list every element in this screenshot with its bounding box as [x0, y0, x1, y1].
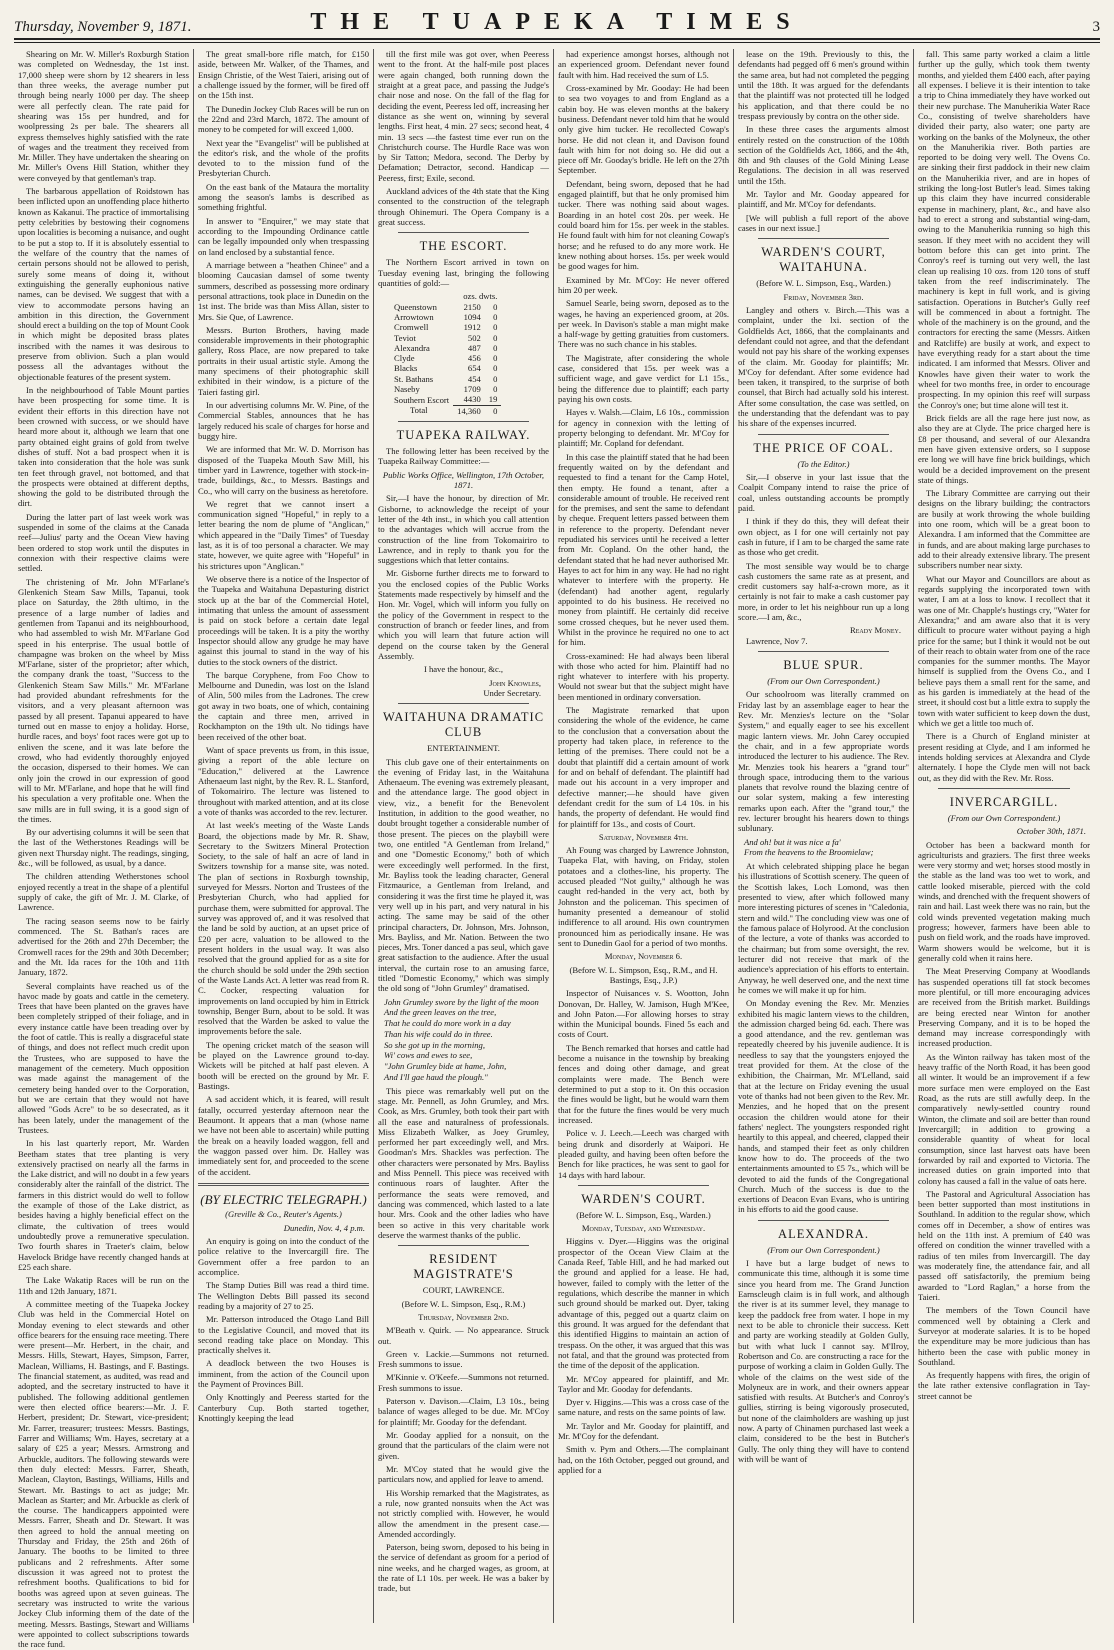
railway-heading: TUAPEKA RAILWAY. — [396, 428, 531, 442]
monday-date: Monday, November 6. — [604, 951, 683, 962]
article-paragraph: The Magistrate, after considering the whole case, considered that 15s. per week was a sufficient wage, and gave verdict for L1 15s., being the difference due to plaintiff; each party paying his own costs. — [558, 352, 729, 404]
article-paragraph: The children attending Wetherstones school enjoyed recently a treat in the shape of a plentiful supply of cake, the gift of Mr. J. M. Clarke, of Lawrence. — [18, 871, 189, 913]
escort-place: Southern Escort — [394, 394, 450, 405]
article-paragraph: A sad accident which, it is feared, will result fatally, occurred yesterday afternoon near the Beaumont. It appears that a man (whose name we have not been able to ascertain) while putting the break on a heavily loaded waggon, fell and the waggon passed over him. Dr. Halley was immediately sent for, and proceeded to the scene of the accident. — [198, 1094, 369, 1177]
saturday-paras — [558, 845, 729, 948]
escort-place: Naseby — [394, 384, 420, 395]
article-paragraph: In this case the plaintiff stated that he had been frequently waited on by the defendant and requested to find a tenant for the Camp Hotel, then empty. He found a tenant, after a considerable amount of trouble. He received rent for the premises, and sent the same to defendant by cheque. Frequent letters passed between them in reference to the property. Defendant never repudiated his services until he received a letter from Mr. Copland. On the other hand, the defendant stated that he had never authorised Mr. Hayes to act for him in any way. He had no right whatever to interfere with the property. He (defendant) had another agent, regularly appointed to do his business. He received no money from plaintiff. He certainly did receive some crossed cheques, but he never used them. Whilst in the province he required no one to act for him. — [558, 451, 729, 648]
article-paragraph: Ah Foung was charged by Lawrence Johnston, Tuapeka Flat, with having, on Friday, stolen potatoes and a clothes-line, his property. The accused pleaded "Not guilty," although he was caught red-handed in the very act, both by Johnston and the policeman. This specimen of humanity presented a demeanour of stolid indifference to all around. His own countrymen pronounced him as periodically insane. He was sent to Dunedin Gaol for a period of two months. — [558, 845, 729, 948]
escort-oz: 2150 — [463, 301, 481, 312]
escort-place: Clyde — [394, 353, 415, 364]
escort-oz: 487 — [467, 342, 481, 353]
article-paragraph: M'Beath v. Quirk. — No appearance. Struck out. — [378, 1325, 549, 1346]
escort-rows — [390, 302, 501, 406]
article-paragraph: Green v. Lackie.—Summons not returned. Fresh summons to issue. — [378, 1348, 549, 1370]
article-paragraph: There is a Church of England minister at present residing at Clyde, and I am informed he intends holding services at Alexandra and Clyde alternately. I hope the Clyde men will not back out, as they did with the Rev. Mr. Ross. — [918, 731, 1090, 783]
escort-oz: 456 — [467, 353, 481, 364]
railway-signer: John Knowles, — [489, 677, 541, 688]
escort-dwt: 0 — [493, 332, 498, 343]
escort-row — [390, 312, 501, 322]
article-paragraph: fall. This same party worked a claim a little further up the gully, which took them twenty months, and yielded them £400 each, after paying all expenses. I believe it is their intention to take a trip to China immediately they have worked out their new purchase. The Manuherikia Water Race Co., consisting of twelve shareholders have divided their party, also water; one party are working on the banks of the Molyneux, the other on the Manuherikia river. Both parties are reported to be doing very well. The Ovens Co. are sinking their first paddock in their new claim on the Manuherikia river, and are in hopes of striking the long-lost Butler's lead. Simes taking up this claim they have incurred considerable expense in machinery, plant, &c., and have also had to erect a strong and substantial wing-dam, owing to the Manuherikia running so high this season. If they meet with no accident they will bottom before this can get into print. The Conroy's reef is turning out very well, the last clean up realising 10 ozs. from 120 tons of stuff taken from the reef indiscriminately. The machinery is kept in full work, and is giving satisfaction. Operations in Butcher's Gully reef will be commenced in about a fortnight. The whole of the machinery is on the ground, and the contractors for erecting the same (Messrs. Aitken and Ratcliffe) are busily at work, and expect to have everything ready for a start about the time indicated. I am informed that Messrs. Oliver and Knowles have given their water to work the wheel for two months free, in order to encourage prospecting. In my opinion this reef will surpass the Conroy's one; but time alone will test it. — [918, 49, 1090, 410]
dramatic-verse: John Grumley swore by the light of the moon And the green leaves on the tree, That he could do more work in a day Than his wife could do in three. So she got up in the morning, Wi' cows and ewes to see, "John Grumley bide at hame, John, And I'll gae haud the plough." — [384, 996, 539, 1082]
escort-place: Blacks — [394, 363, 418, 374]
escort-row — [390, 333, 501, 343]
article-paragraph: The Bench remarked that horses and cattle had become a nuisance in the township by breaking fences and doing other damage, and great complaints were made. The Bench were determined to put a stop to it. On this occasion the fines would be light, but he would warn them that for the future the fines would be very much increased. — [558, 1042, 729, 1125]
article-paragraph: Samuel Searle, being sworn, deposed as to the wages, he having an experienced groom, at 20s. per week. In Davison's stable a man might make a half-wage by getting gratuities from customers. There was no such chance in his stables. — [558, 298, 729, 350]
bluespur-verse: And oh! but it was nice a fa' From the heavens to the Broomielaw; — [744, 836, 874, 858]
article-paragraph: Police v. J. Leech.—Leech was charged with being drunk and disorderly at Waipori. He pleaded guilty, and having been often before the Bench for like practices, he was sent to gaol for 14 days with hard labour. — [558, 1128, 729, 1180]
article-paragraph: lease on the 19th. Previously to this, the defendants had pegged off 6 men's ground within the same area, but had not completed the pegging until the 18th. It was argued for the defendants that the plaintiff was not protected till he lodged his application, and that there could be no trespass previously by contra on the other side. — [738, 49, 909, 121]
escort-oz: 654 — [467, 363, 481, 374]
escort-oz: 1912 — [463, 322, 481, 333]
escort-total-dwt: 0 — [485, 405, 502, 416]
railway-body — [378, 493, 549, 661]
issue-date: Thursday, November 9, 1871. — [14, 19, 192, 35]
article-paragraph: The barbarous appellation of Roidstown has been inflicted upon an unoffending place hitherto known as Kakanui. The practice of immortalising petty celebrities by bestowing their cognomens upon localities is becoming a nuisance, and ought to be put a stop to. If it is absolutely essential to the welfare of the country that the names of certain persons should not be allowed to perish, surely some means of doing it, without extinguishing the generally euphonious native names, can be devised. We suggest that with a view to accommodate persons having an ambition in this direction, the Government should erect a building on the top of Mount Cook in which might be deposited brass plates inscribed with the names it was desirous to preserve from oblivion. Such a plan would possess all the advantages without the objectionable features of the present system. — [18, 186, 189, 382]
waitahuna-court-heading: WARDEN'S COURT, WAITAHUNA. — [761, 245, 886, 275]
wardens-court-heading: WARDEN'S COURT. — [581, 1191, 706, 1206]
article-paragraph: Sir,—I have the honour, by direction of Mr. Gisborne, to acknowledge the receipt of your letter of the 4th inst., in which you call attention to the advantages which will accrue from the construction of the line from Tokomairiro to Lawrence, and in reply to thank you for the suggestions which that letter contains. — [378, 493, 549, 566]
article-paragraph: Paterson, being sworn, deposed to his being in the service of defendant as groom for a period of nine weeks, and he charged wages, as groom, at the rate of L1 10s. per week. He was a baker by trade, but — [378, 1542, 549, 1594]
article-paragraph: The members of the Town Council have commenced well by obtaining a Clerk and Surveyor at moderate salaries. It is to be hoped the expenditure may be more judicious than has hitherto been the case with public money in Southland. — [918, 1305, 1090, 1367]
article-paragraph: A marriage between a "heathen Chinee" and a blooming Caucasian damsel of some twenty summers, described as possessing more ordinary personal attractions, took place in Dunedin on the 1st inst. The bride was than Miss Allan, sister to Mrs. Sie Que, of Lawrence. — [198, 259, 369, 322]
article-paragraph: In these three cases the arguments almost entirely rested on the construction of the 108th section of the Goldfields Act, 1866, and the 4th, 8th and 9th clauses of the Gold Mining Lease Regulations. The decision in all was reserved until the 15th. — [738, 124, 909, 186]
alexandra-heading: ALEXANDRA. — [778, 1226, 869, 1241]
article-paragraph: What our Mayor and Councillors are about as regards supplying the incorporated town with water, I am at a loss to know. I recollect that it was one of Mr. Chapple's hustings cry, "Water for Alexandra;" and am aware also that it is very difficult to procure water without paying a high price for the same; but I think it would not be out of their reach to obtain water from one of the race companies for the summer months. The Mayor himself is supplied from the Ovens Co., and I believe pays them a small rent for the same, and as his garden is immediately at the head of the street, it should cost but a little extra to supply the town with water sufficient to keep down the dust, which we get a little too much of. — [918, 573, 1090, 728]
article-paragraph: The Lake Wakatip Races will be run on the 11th and 12th January, 1871. — [18, 1275, 189, 1296]
railway-title: Under Secretary. — [483, 687, 541, 698]
rm-court-bench: (Before W. L. Simpson, Esq., R.M.) — [401, 1298, 526, 1309]
article-paragraph: A committee meeting of the Tuapeka Jockey Club was held in the Commercial Hotel on Monday evening to elect stewards and other office bearers for the ensuing race meeting. There were present—Mr. Herbert, in the chair, and Messrs. Hills, Stewart, Hayes, Simpson, Farrer, Maclean, Williams, H. Bastings, and F. Bastings. The financial statement, as audited, was read and adopted, and the secretary instructed to have it published. The following additional gentlemen were then elected office bearers:—Mr. J. F. Herbert, president; Dr. Stewart, vice-president; Mr. Farrer, treasurer; trustees: Messrs. Bastings, Farrer and Williams; Wm. Hayes, secretary at a salary of £25 a year; Messrs. Armstrong and Arbuckle, auditors. The following stewards were then duly elected: Messrs. Farrer, Sheath, Maclean, Clayton, Bastings, Williams, Hills and Stewart. Mr. Bastings to act as judge; Mr. Maclean as Starter; and Mr. Arbuckle as clerk of the course. The handicappers appointed were Messrs. Farrer, Sheath and Dr. Stewart. It was then agreed to hold the annual meeting on Thursday and Friday, the 25th and 26th of January. The booths to be limited to three publicans and 2 refreshments. After some discussion it was agreed not to protest the refreshment booths. Qualifications to bid for booths was agreed upon at seven guineas. The secretary was instructed to write the various Jockey Club informing them of the date of the meeting. Messrs. Bastings, Stewart and Williams were appointed to collect subscriptions towards the race fund. — [18, 1298, 189, 1650]
article-paragraph: By our advertising columns it will be seen that the last of the Wetherstones Readings will be given next Thursday night. The readings, singing, &c., will be followed, as usual, by a dance. — [18, 827, 189, 869]
column-2 — [194, 49, 374, 1623]
column-1 — [14, 49, 194, 1650]
article-paragraph: Cross-examined by Mr. Gooday: He had been to sea two voyages to and from England as a cabin boy. He was eleven months at the bakery business. Defendant never told him that he would only give him tucker. He recollected Cowap's horse. He did not clean it, and Davison found fault with him for not doing so. He did out a piece off Mr. Gooday's bridle. He left on the 27th September. — [558, 82, 729, 176]
article-paragraph: At last week's meeting of the Waste Lands Board, the objections made by Mr. R. Shaw, Secretary to the Switzers Mineral Protection Society, to the sale of half an acre of land in Switzers township for a manse site, was noted. The plan of sections in Roxburgh township, surveyed for Messrs. Norton and Trustees of the Presbyterian Church, who had applied for purchase them, were submitted for approval. The survey was approved of, and it was resolved that the land be sold by auction, at an upset price of £20 per acre, valuation to be allowed to the present holders in the usual way. It was also resolved that the ground applied for as a site for the church should be sold under the 29th section of the Waste Lands Act. A letter was read from R. C. Cocker, respecting valuation for improvements on land occupied by him in Ettrick township, Benger Burn, about to be sold. It was resolved that the Warden be asked to value the improvements before the sale. — [198, 820, 369, 1037]
bluespur-heading: BLUE SPUR. — [783, 658, 864, 672]
article-paragraph: Mr. Taylor and Mr. Gooday appeared for plaintiff, and Mr. M'Coy for defendants. — [738, 189, 909, 210]
article-paragraph: Dyer v. Higgins.—This was a cross case of the same nature, and rests on the same points of law. — [558, 1397, 729, 1418]
invercargill-heading: INVERCARGILL. — [949, 794, 1059, 809]
escort-oz: 502 — [467, 332, 481, 343]
escort-row — [390, 302, 501, 312]
newspaper-page — [14, 8, 1100, 1650]
escort-dwt: 19 — [488, 394, 498, 405]
escort-total-oz: 14,360 — [453, 405, 485, 416]
escort-dwt: 0 — [493, 342, 498, 353]
article-paragraph: This club gave one of their entertainments on the evening of Friday last, in the Waitahuna Athenaeum. The evening was extremely pleasant, and the attendance large. The good object in view, viz., a benefit for the Benevolent Institution, in addition to the good weather, no doubt brought together a considerable number of those present. The pieces on the playbill were two, one entitled "A Gentleman from Ireland," and one "Domestic Economy," both of which were exceedingly well performed. In the first, Mr. Bayliss took the leading character, General Fitzmaurice, a Gentleman from Ireland, and considering it was the first time he played it, was very well up in his part, and very natural in his acting. The same may be said of the other principal characters, Dr. Johnson, Mrs. Johnson, Mrs. Bayliss, and Mr. Nation. Between the two pieces, Mrs. Toner danced a pas seul, which gave great satisfaction to the audience. After the usual interval, the curtain rose to an amusing farce, titled "Domestic Economy," which was simply the old song of "John Grumley" dramatised. — [378, 756, 549, 994]
escort-row — [390, 384, 501, 394]
alexandra-continued — [918, 49, 1090, 783]
wardens-court-paras — [558, 1236, 729, 1475]
article-paragraph: In our advertising columns Mr. W. Pine, of the Commercial Stables, announces that he has largely reduced his scale of charges for horse and buggy hire. — [198, 400, 369, 441]
article-paragraph: Mr. M'Coy appeared for plaintiff, and Mr. Taylor and Mr. Gooday for defendants. — [558, 1373, 729, 1394]
article-paragraph: Mr. Gooday applied for a nonsuit, on the ground that the particulars of the claim were not given. — [378, 1430, 549, 1461]
article-paragraph: Cross-examined: He had always been liberal with those who acted for him. Plaintiff had no right whatever to interfere with his property. Would not swear but that the subject might have been mentioned in ordinary conversation. — [558, 650, 729, 702]
article-paragraph: Auckland advices of the 4th state that the King consented to the construction of the telegraph through Ohinemuri. The Opera Company is a great success. — [378, 186, 549, 227]
article-paragraph: I think if they do this, they will defeat their own object, as I for one will certainly not pay cash in future, if I am to be charged the same rate as those who get credit. — [738, 516, 909, 558]
article-paragraph: Sir,—I observe in your last issue that the Coalpit Company intend to raise the price of coal, unless outstanding accounts be promptly paid. — [738, 472, 909, 513]
escort-row — [390, 394, 501, 405]
rm-court-subheading: COURT, LAWRENCE. — [422, 1285, 505, 1296]
article-paragraph: The Library Committee are carrying out their designs on the library building; the contractors are busily at work throwing the whole building into one room, which will be a great boon to Alexandra. I am informed that the Committee are in funds, and are about making large purchases to add to their already extensive library. The present subscribers number near sixty. — [918, 488, 1090, 571]
article-paragraph: The great small-bore rifle match, for £150 aside, between Mr. Walker, of the Thames, and Ensign Christie, of the West Taieri, arising out of a challenge issued by the former, will be fired off on the 15th inst. — [198, 49, 369, 101]
article-paragraph: An enquiry is going on into the conduct of the police relative to the Invercargill fire. The Government offer a free pardon to an accomplice. — [198, 1236, 369, 1277]
escort-dwt: 0 — [493, 363, 498, 374]
article-paragraph: In his last quarterly report, Mr. Warden Beetham states that tree planting is very extensively practised on nearly all the farms in the Lake district, and will no doubt in a few years considerably alter the rainfall of the district. The farmers in this district would do well to follow the example of those of the Lake district, as besides having a highly beneficial effect on the climate, the cultivation of trees would undoubtedly prove a remunerative speculation. Two fourth shares in Traeter's claim, below Havelock Bridge have recently changed hands at £25 each share. — [18, 1138, 189, 1272]
article-paragraph: The Meat Preserving Company at Woodlands has suspended operations till fat stock becomes more plentiful, or till more encouraging advices are received from the British market. Buildings are being erected near Winton for another Preserving Company, and it is to be hoped the demand may increase correspondingly with increased production. — [918, 966, 1090, 1049]
escort-oz: 1094 — [463, 311, 481, 322]
article-paragraph: The Pastoral and Agricultural Association has been better supported than most institutions in Southland. In addition to the regular show, which comes off in December, a show of entires was held on the 11th inst. A premium of £40 was offered on condition the winner travelled with a radius of ten miles from Invercargill. The day was moderately fine, the attendance fair, and all passed off satisfactorily, the premium being awarded to "Lord Raglan," a horse from the Taieri. — [918, 1188, 1090, 1302]
escort-row — [390, 374, 501, 384]
article-paragraph: Paterson v. Davison.—Claim, L3 10s., being balance of wages alleged to be due. Mr. M'Coy for plaintiff; Mr. Gooday for the defendant. — [378, 1396, 549, 1427]
article-paragraph: We are informed that Mr. W. D. Morrison has disposed of the Tuapeka Mouth Saw Mill, his timber yard in Lawrence, together with stock-in-trade, buildings, &c., to Messrs. Bastings and Co., who will carry on the business as heretofore. — [198, 444, 369, 496]
wardens-court-continued — [738, 49, 909, 233]
telegraph-credit: (Greville & Co., Reuter's Agents.) — [225, 1209, 342, 1220]
article-paragraph: [We will publish a full report of the above cases in our next issue.] — [738, 212, 909, 233]
alexandra-from: (From our Own Correspondent.) — [767, 1244, 880, 1255]
escort-row — [390, 353, 501, 363]
article-paragraph: Inspector of Nuisances v. S. Wootton, John Donovan, Dr. Halley, W. Jamison, Hugh M'Kee, and John Paton.—For allowing horses to stray within the Municipal bounds. Fined 5s each and costs of Court. — [558, 988, 729, 1040]
coal-paras — [738, 472, 909, 622]
railway-intro: The following letter has been received by the Tuapeka Railway Committee:— — [378, 446, 549, 467]
waitahuna-court-paras — [738, 305, 909, 429]
article-paragraph: The Stamp Duties Bill was read a third time. The Wellington Debts Bill passed its second reading by a majority of 27 to 25. — [198, 1280, 369, 1311]
monday-bench: (Before W. L. Simpson, Esq., R.M., and H. Bastings, Esq., J.P.) — [569, 964, 718, 985]
article-paragraph: The christening of Mr. John M'Farlane's Glenkenich Steam Saw Mills, Tapanui, took place on Saturday, the 28th ultimo, in the presence of a large number of ladies and gentlemen from Tapanui and its neighbourhood, who had assembled to wish Mr. M'Farlane God speed in his enterprise. The usual bottle of champagne was broken on the wheel by Miss M'Farlane, sister of the proprietor; after which, the company drank the toast, "Success to the Glenkenich Steam Saw Mills." Mr. M'Farlane had provided abundant refreshments for the visitors, and a very pleasant afternoon was passed by all present. Tapanui appeared to have turned out en masse to enjoy a holiday. Horse, hurdle races, and boys' foot races were got up to enliven the scene, and it was late before the crowd, who had evidently thoroughly enjoyed the occasion, dispersed to their homes. We can only join the crowd in our expression of good will to Mr. M'Farlane, and hope that he will find his speculation a very profitable one. When the saw mills are in full swing, it is a good sign of the times. — [18, 576, 189, 824]
article-paragraph: Brick fields are all the rage here just now, as also they are at Clyde. The price charged here is £8 per thousand, and several of our Alexandra men have given extensive orders, so I suppose ere long we will have fine brick buildings, which would be a decided improvement on the present state of things. — [918, 412, 1090, 485]
escort-total-label: Total — [410, 405, 428, 416]
article-paragraph: Mr. Taylor and Mr. Gooday for plaintiff, and Mr. M'Coy for the defendant. — [558, 1420, 729, 1442]
article-paragraph: Only Knottingly and Peeress started for the Canterbury Cup. Both started together, Knottingly keeping the lead — [198, 1392, 369, 1424]
waitahuna-court-date: Friday, November 3rd. — [783, 291, 864, 302]
article-paragraph: During the latter part of last week work was suspended in some of the claims at the Canada reef—Julius' party and the Ocean View having been ordered to stop work until the disputes in connexion with their respective claims were settled. — [18, 511, 189, 574]
article-paragraph: The Magistrate remarked that upon considering the whole of the evidence, he came to the conclusion that a conversation about the property had taken place, in reference to the letting of the premises. There could not be a doubt that plaintiff did a certain amount of work for and on behalf of defendant. The plaintiff had made out his account in a very improper and defective manner;—he should have given defendant credit for the sum of L4 10s. in his hands, the property of defendant. He would find for plaintiff for 13s., and costs of Court. — [558, 705, 729, 829]
wardens-court-date: Monday, Tuesday, and Wednesday. — [581, 1223, 706, 1234]
telegraph-dateline: Dunedin, Nov. 4, 4 p.m. — [283, 1222, 365, 1233]
article-paragraph: As the Winton railway has taken most of the heavy traffic of the North Road, it has been good all winter. It would be an improvement if a few more surface men were employed on the East Road, as the ruts are still awfully deep. In the comparatively newly-settled country round Winton, the climate and soil are better than round Invercargill; in addition to growing a considerable quantity of wheat for local consumption, since last harvest oats have been forwarded by rail and exported to Victoria. The increased duties on grain imported into that colony has caused a fall in the value of oats here. — [918, 1051, 1090, 1186]
bluespur-from: (From our Own Correspondent.) — [767, 676, 880, 686]
article-paragraph: M'Kinnie v. O'Keefe.—Summons not returned. Fresh summons to issue. — [378, 1372, 549, 1393]
escort-oz: 4430 — [463, 394, 481, 405]
article-paragraph: A deadlock between the two Houses is imminent, from the action of the Council upon the Payment of Provinces Bill. — [198, 1358, 369, 1390]
article-paragraph: Higgins v. Dyer.—Higgins was the original prospector of the Ocean View Claim at the Canada Reef, Table Hill, and he had marked out the ground and applied for a lease. He had, however, failed to comply with the letter of the regulations, which describe the manner in which such ground should be marked out. Dyer, taking advantage of this, pegged out a quartz claim on this ground. It was argued for the defendant that this identified Higgins to maintain an action of trespass. On the other, it was argued that this was not fatal, and that the ground was protected from the time of the deposit of the application. — [558, 1236, 729, 1371]
article-paragraph: Shearing on Mr. W. Miller's Roxburgh Station was completed on Wednesday, the 1st inst. 17,000 sheep were shorn by 12 shearers in less than three weeks, the average number put through being nearly 1000 per day. The sheep were all perfectly clean. The rate paid for shearing was 15s per hundred, and for woolpressing 2s per bale. The shearers all express themselves highly satisfied with the rate of wages and the treatment they received from Mr. Miller. They have undertaken the shearing on Mr. Miller's Ovens Hill Station, whither they were conveyed by that gentleman's trap. — [18, 49, 189, 183]
article-paragraph: In answer to "Enquirer," we may state that according to the Impounding Ordinance cattle can be legally impounded only when trespassing on land enclosed by a substantial fence. — [198, 215, 369, 257]
article-paragraph: The most sensible way would be to charge cash customers the same rate as at present, and credit customers say half-a-crown more, as it certainly is not fair to make a cash customer pay more, in order to let his neighbour run up a long score.—I am, &c., — [738, 560, 909, 623]
column-6 — [914, 49, 1094, 1623]
escort-row — [390, 322, 501, 332]
dramatic-paras-2 — [378, 1086, 549, 1241]
article-paragraph: Mr. Gisborne further directs me to forward to you the enclosed copies of the Public Works Statements made respectively by himself and the Hon. Mr. Vogel, which will inform you fully on the policy of the Government in respect to the construction of branch or feeder lines, and from which you will learn that future action will depend on the course taken by the General Assembly. — [378, 568, 549, 661]
article-paragraph: Mr. M'Coy stated that he would give the particulars now, and applied for leave to amend. — [378, 1463, 549, 1485]
invercargill-dateline: October 30th, 1871. — [1016, 826, 1086, 837]
escort-unit-header: ozs. dwts. — [463, 291, 498, 302]
article-paragraph: Defendant, being sworn, deposed that he had engaged plaintiff, but that he only promised him tucker. There was nothing said about wages. Boarding in an hotel cost 20s. per week. He could board him for 15s. per week in the stables. He found fault with him for not cleaning Cowap's horse; and he refused to do any more work. He knew nothing about horses. 15s. per week would be good wages for him. — [558, 178, 730, 272]
article-paragraph: Messrs. Burton Brothers, having made considerable improvements in their photographic gallery, Ross Place, are now prepared to take portraits in their usual artistic style. Among the many specimens of their photographic skill exhibited in their window, is a picture of the Taieri fasting girl. — [198, 324, 369, 397]
article-paragraph: We observe there is a notice of the Inspector of the Tuapeka and Waitahuna Depasturing district stock up at the bar of the Commercial Hotel, intimating that unless the amount of assessment is paid on stock before a certain date legal proceedings will be taken. It is a pity the worthy Inspector should allow any grudge he may have against this journal to stand in the way of his duties to the stock owners of the district. — [198, 574, 369, 667]
escort-place: Arrowtown — [394, 311, 434, 322]
article-paragraph: Examined by Mr. M'Coy: He never offered him 20 per week. — [558, 274, 729, 295]
article-paragraph: On Monday evening the Rev. Mr. Menzies exhibited his magic lantern views to the children, the admission charged being 6d. each. There was a good attendance, and the rev. gentleman was repeatedly cheered by his juvenile audience. It is needless to say that the youngsters enjoyed the treat provided for them. At the close of the exhibition, the Chairman, Mr. M'Lelland, said that at the lecture on Friday evening the usual vote of thanks had not been given to the Rev. Mr. Menzies, and he hoped that on the present occasion the children would atone for their fathers' neglect. The youngsters responded right heartily to this appeal, and cheered, clapped their hands, and stamped their feet as only children know how to do. The proceeds of the two entertainments amounted to £5 7s., which will be devoted to aid the funds of the Congregational Church. Much of the success is due to the exertions of Deacon Evan Evans, who is untiring in his efforts to aid the good cause. — [738, 998, 909, 1215]
escort-dwt: 0 — [493, 322, 498, 333]
article-paragraph: His Worship remarked that the Magistrates, as a rule, now granted nonsuits when the Act was not strictly complied with. However, he would allow the amendment in the present case.—Amended accordingly. — [378, 1487, 549, 1539]
rm-court-date: Thursday, November 2nd. — [418, 1311, 509, 1322]
escort-dwt: 0 — [493, 373, 498, 384]
escort-place: Teviot — [394, 332, 416, 343]
alexandra-paras — [738, 1258, 909, 1464]
article-paragraph: The Dunedin Jockey Club Races will be run on the 22nd and 23rd March, 1872. The amount of money to be competed for will exceed 1,000. — [198, 103, 369, 135]
column-3 — [374, 49, 554, 1623]
escort-dwt: 0 — [493, 384, 498, 395]
article-paragraph: As frequently happens with fires, the origin of the late rather extensive conflagration in Tay-street cannot be — [918, 1370, 1090, 1401]
article-paragraph: The racing season seems now to be fairly commenced. The St. Bathan's races are advertised for the 26th and 27th December; the Cromwell races for the 29th and 30th December; and the Mt. Ida races for the 10th and 11th January, 1872. — [18, 915, 189, 978]
escort-row — [390, 363, 501, 373]
saturday-date: Saturday, November 4th. — [598, 831, 689, 842]
article-paragraph: I have but a large budget of news to communicate this time, although it is some time since you heard from me. The Grand Junction Earnscleugh claim is in full work, and although the river is at its summer level, they manage to keep the paddock free from water. I hope in my next to be able to chronicle their success. Kett and party are working steadily at Golden Gully, but with what luck I cannot say. M'Ilroy, Robertson and Co. are constructing a race for the purpose of working a claim in Golden Gully. The whole of the claims on the west side of the Molyneux are in work, and their owners appear satisfied with results. At Butcher's and Conroy's gullies, stirring is being vigorously prosecuted, but none of the claimholders are washing up just now. A party of Chinamen purchased last week a claim, considered to be the best in Butcher's Gully. The only thing they will have to contend with will be want of — [738, 1258, 909, 1465]
article-paragraph: had experience amongst horses, although not an experienced groom. Defendant never found fault with him. Had received the sum of L5. — [558, 49, 729, 80]
dramatic-heading: WAITAHUNA DRAMATIC CLUB — [382, 710, 545, 740]
escort-place: Alexandra — [394, 342, 430, 353]
escort-intro: The Northern Escort arrived in town on Tuesday evening last, bringing the following quantities of gold:— — [378, 257, 549, 288]
article-paragraph: Next year the "Evangelist" will be published at the editor's risk, and the whole of the profits devoted to to the mission fund of the Presbyterian Church. — [198, 137, 369, 179]
masthead — [14, 8, 1100, 40]
article-paragraph: Mr. Patterson introduced the Otago Land Bill to the Legislative Council, and moved that its second reading take place on Monday. This practically shelves it. — [198, 1314, 369, 1356]
railway-closing: I have the honour, &c., — [423, 664, 504, 675]
article-paragraph: The barque Coryphene, from Foo Chow to Melbourne and Dunedin, was lost on the Island of Alin, 500 miles from the Ladrones. The crew got away in two boats, one of which, containing the captain and three men, arrived in Rockhampton on the 19th ult. No tidings have been received of the other boat. — [198, 669, 369, 742]
article-paragraph: Several complaints have reached us of the havoc made by goats and cattle in the cemetery. Trees that have been planted on the graves have been completely stripped of their foliage, and in every instance cattle have been treading over by the foot of cattle. This is really a disgraceful state of things, and does not reflect much credit upon the Trustees, who are supposed to have the management of the cemetery. Much opposition was made against the management of the cemetery being handed over to the Corporation, but we are certain that they would not have allowed "Gods Acre" to be so desecrated, as it has been lately, under the management of the Trustees. — [18, 980, 189, 1135]
escort-total-row — [390, 405, 501, 416]
article-paragraph: Our schoolroom was literally crammed on Friday last by an assemblage eager to hear the Rev. Mr. Menzies's lecture on the "Solar System," and equally eager to see his excellent magic lantern views. Mr. John Carey occupied the chair, and in a few appropriate words introduced the lecturer to his audience. The Rev. Mr. Menzies took his hearers a "grand tour" through space, introducing them to the various planets that revolve round the blazing centre of our solar system, making a few interesting remarks upon each. After the "grand tour," the rev. lecturer brought his hearers down to things sublunary. — [738, 689, 909, 834]
waitahuna-court-bench: (Before W. L. Simpson, Esq., Warden.) — [756, 278, 891, 289]
column-4 — [554, 49, 734, 1623]
invercargill-paras — [918, 840, 1090, 1402]
article-paragraph: We regret that we cannot insert a communication signed "Hopeful," in reply to a letter bearing the nom de plume of "Anglican," which appeared in the "Daily Times" of Tuesday last, as it is of too personal a character. We may state, however, we quite agree with "Hopeful" in his strictures upon "Anglican." — [198, 498, 369, 571]
escort-oz: 454 — [467, 373, 481, 384]
escort-dwt: 0 — [493, 311, 498, 322]
article-paragraph: This piece was remarkably well put on the stage. Mr. Pennell, as John Grumley, and Mrs. Cook, as Mrs. Grumley, both took their part with all the ease and naturalness of professionals. Miss Elizabeth Walker, as Joey Grumley, performed her part exceedingly well, and Mrs. Goodman's Mrs. Shackles was perfection. The other characters were personated by Mrs. Bayliss and Miss Pennell. This piece was received with continuous roars of laughter. After the performance the seats were removed, and dancing was commenced, which lasted to a late hour. Mrs. Cook and the other ladies who have been so active in this very charitable work deserve the warmest thanks of the public. — [378, 1085, 549, 1240]
escort-dwt: 0 — [493, 353, 498, 364]
article-paragraph: On the east bank of the Mataura the mortality among the season's lambs is described as something frightful. — [198, 181, 369, 213]
newspaper-title: THE TUAPEKA TIMES — [310, 9, 804, 35]
invercargill-from: (From our Own Correspondent.) — [947, 812, 1061, 823]
rm-court-paras — [378, 1325, 549, 1594]
article-paragraph: till the first mile was got over, when Peeress went to the front. At the half-mile post places were again changed, both running down the straight at a great pace, and passing the Judge's chair nose and nose. On the fall of the flag for deciding the event, Peeress led off, increasing her distance as she went on, winning by several lengths. First heat, 4 min. 27 secs; second heat, 4 min. 13 secs —the fastest time ever run on the Christchurch course. The Hurdle Race was won by Sir Tatton; Medora, second. The Derby by Defamation; Detractor, second. Handicap — Peeress, first; Exile, second. — [378, 49, 549, 183]
coal-to-editor: (To the Editor.) — [797, 458, 850, 469]
article-paragraph: Want of space prevents us from, in this issue, giving a report of the able lecture on "Education," delivered at the Lawrence Athenaeum last night, by the Rev. R. L. Stanford, of Tokomairiro. The lecture was listened to throughout with marked attention, and at its close a vote of thanks was accorded to the rev. lecturer. — [198, 745, 369, 817]
coal-heading: THE PRICE OF COAL. — [753, 440, 894, 455]
page-number: 3 — [1092, 19, 1100, 35]
article-paragraph: The opening cricket match of the season will be played on the Lawrence ground to-day. Wickets will be pitched at half past eleven. A booth will be erected on the ground by Mr. F. Bastings. — [198, 1039, 369, 1091]
bluespur-paras-2 — [738, 861, 909, 1215]
article-paragraph: In the neighbourhood of Table Mount parties have been prospecting for some time. It is evident their efforts in this direction have not been crowned with success, or we should have heard more about it, although we learn that one party obtained eight grains of gold from twelve dishes of stuff. Not a bad prospect when it is taken into consideration that the hole was sunk ten feet through gravel, not bottomed, and that the prospects were obtained at different depths, showing the gold to be distributed through the dirt. — [18, 385, 189, 509]
escort-place: Queenstown — [394, 301, 437, 312]
escort-dwt: 0 — [493, 301, 498, 312]
local-news-2 — [198, 49, 369, 1177]
railway-address: Public Works Office, Wellington, 17th October, 1871. — [382, 469, 545, 490]
wardens-court-bench: (Before W. L. Simpson, Esq., Warden.) — [576, 1209, 711, 1220]
monday-paras — [558, 988, 729, 1180]
rm-court-continued — [558, 49, 729, 829]
article-paragraph: October has been a backward month for agriculturists and graziers. The first three weeks were very stormy and wet; horses stood mostly in the stable as the land was too wet to work, and cattle looked miserable, pierced with the cold winds, and drenched with the frequent showers of rain and hail. Last week there was no rain, but the cold winds prevented vegetation making much progress; however, farmers have been able to push on field work, and the roads have improved. Warm showers would be welcome, but it is generally cold when it rains here. — [918, 839, 1090, 963]
article-paragraph: Smith v. Pym and Others.—The complainant had, on the 16th October, pegged out ground, and applied for a — [558, 1444, 729, 1475]
escort-place: Cromwell — [394, 322, 429, 333]
dramatic-subheading: ENTERTAINMENT. — [427, 743, 500, 754]
escort-gold-table — [390, 291, 501, 416]
article-paragraph: Hayes v. Walsh.—Claim, L6 10s., commission for agency in connexion with the letting of property belonging to defendant. Mr. M'Coy for plaintiff; Mr. Copland for defendant. — [558, 407, 729, 449]
columns — [14, 49, 1100, 1650]
coal-signer: Ready Money. — [850, 625, 901, 636]
telegraph-continued — [378, 49, 549, 227]
coal-place-date: Lawrence, Nov 7. — [746, 635, 808, 646]
telegraph-heading: (BY ELECTRIC TELEGRAPH.) — [200, 1191, 367, 1207]
escort-oz: 1709 — [463, 384, 481, 395]
article-paragraph: At which celebrated shipping place he began his illustrations of Scottish scenery. The queen of the Scottish lakes, Loch Lomond, was then presented to view, after which followed many more interesting pictures of scenes in "Caledonia, stern and wild." The concluding view was one of the famous palace of Holyrood. At the conclusion of the lecture, a vote of thanks was accorded to the chairman; but from some oversight, the rev. lecturer did not receive that mark of the audience's appreciation of his efforts to entertain. Anyway, he well deserved one, and the next time he comes we will make it up for him. — [738, 861, 909, 995]
escort-heading: THE ESCORT. — [419, 239, 508, 254]
rm-court-heading: RESIDENT MAGISTRATE'S — [413, 1252, 514, 1282]
article-paragraph: Langley and others v. Birch.—This was a complaint, under the lxi. section of the Goldfields Act, 1866, that the complainants and defendant could not agree, and that the defendant would not pay his share of the working expenses of the claim. Mr. Gooday for plaintiffs; Mr. M'Coy for defendant. After some evidence had been taken, it transpired, to the surprise of both counsel, that Birch had actually sold his interest. After some consultation, the case was settled, on the understanding that the defendant was to pay his share of the expenses incurred. — [738, 304, 909, 429]
escort-place: St. Bathans — [394, 373, 434, 384]
column-5 — [734, 49, 914, 1623]
escort-row — [390, 343, 501, 353]
telegraph-paras — [198, 1236, 369, 1423]
bluespur-paras — [738, 689, 909, 833]
dramatic-paras — [378, 757, 549, 994]
